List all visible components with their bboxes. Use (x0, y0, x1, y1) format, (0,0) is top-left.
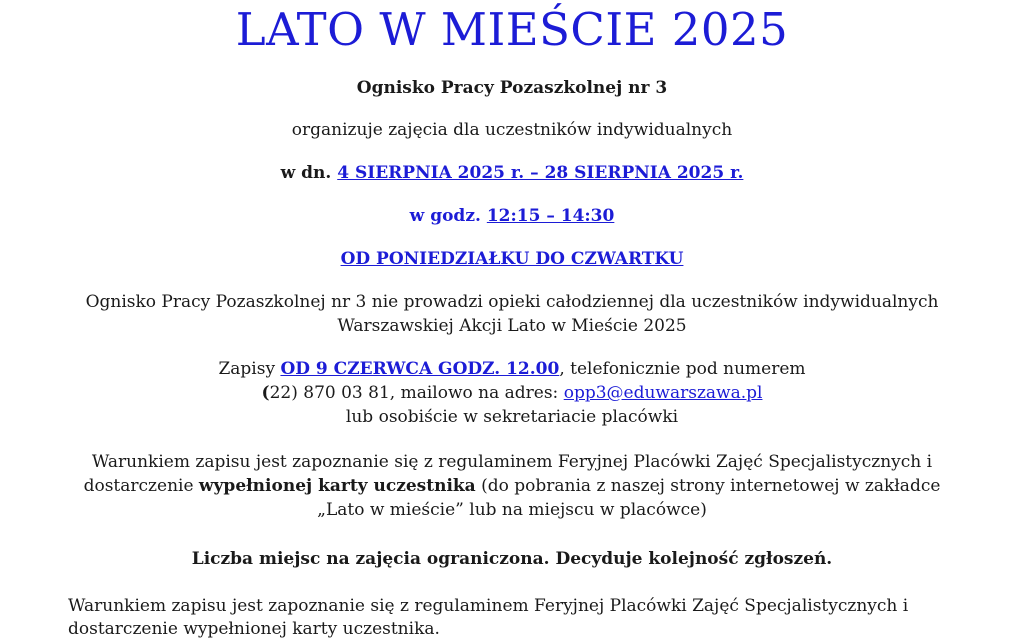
organizes-line: organizuje zajęcia dla uczestników indywidualnych (291, 120, 733, 140)
days-line (0, 247, 1024, 271)
registration-after-date: , telefonicznie pod numerem (559, 359, 806, 379)
care-notice-line-1: Ognisko Pracy Pozaszkolnej nr 3 nie prowadzi opieki całodziennej dla uczestników indywidualnych (85, 292, 939, 312)
hours-value: 12:15 – 14:30 (486, 206, 615, 226)
conditions-prefix: dostarczenie (83, 476, 199, 496)
bottom-conditions-line-2: dostarczenie wypełnionej karty uczestnika. (68, 619, 440, 639)
hours-prefix: w godz. (409, 206, 487, 226)
bottom-conditions-line-1: Warunkiem zapisu jest zapoznanie się z regulaminem Feryjnej Placówki Zajęć Specjalistycznych i (68, 596, 909, 616)
registration-prefix: Zapisy (218, 359, 281, 379)
conditions-line-2 (0, 474, 1024, 498)
dates-value: 4 SIERPNIA 2025 r. – 28 SIERPNIA 2025 r. (337, 163, 744, 183)
conditions-line-1: Warunkiem zapisu jest zapoznanie się z regulaminem Feryjnej Placówki Zajęć Specjalistycznych i (91, 452, 933, 472)
limited-places-notice: Liczba miejsc na zajęcia ograniczona. Decyduje kolejność zgłoszeń. (191, 549, 833, 569)
registration-line-1 (0, 357, 1024, 381)
dates-line (0, 161, 1024, 185)
hours-line (0, 204, 1024, 228)
care-notice-line-2: Warszawskiej Akcji Lato w Mieście 2025 (337, 316, 687, 336)
registration-line-3: lub osobiście w sekretariacie placówki (345, 407, 679, 427)
conditions-bold: wypełnionej karty uczestnika (198, 476, 476, 496)
dates-prefix: w dn. (280, 163, 338, 183)
conditions-suffix: (do pobrania z naszej strony internetowej w zakładce (475, 476, 941, 496)
registration-line-2 (0, 381, 1024, 405)
page-title: LATO W MIEŚCIE 2025 (235, 3, 789, 56)
registration-phone-open: ( (261, 383, 270, 403)
email-link[interactable]: opp3@eduwarszawa.pl (563, 383, 763, 403)
organizer-name: Ognisko Pracy Pozaszkolnej nr 3 (356, 78, 668, 98)
registration-date-link[interactable]: OD 9 CZERWCA GODZ. 12.00 (280, 359, 560, 379)
conditions-line-3: „Lato w mieście” lub na miejscu w placówce) (317, 500, 707, 520)
days-value: OD PONIEDZIAŁKU DO CZWARTKU (340, 249, 684, 269)
registration-phone: 22) 870 03 81, mailowo na adres: (269, 383, 564, 403)
